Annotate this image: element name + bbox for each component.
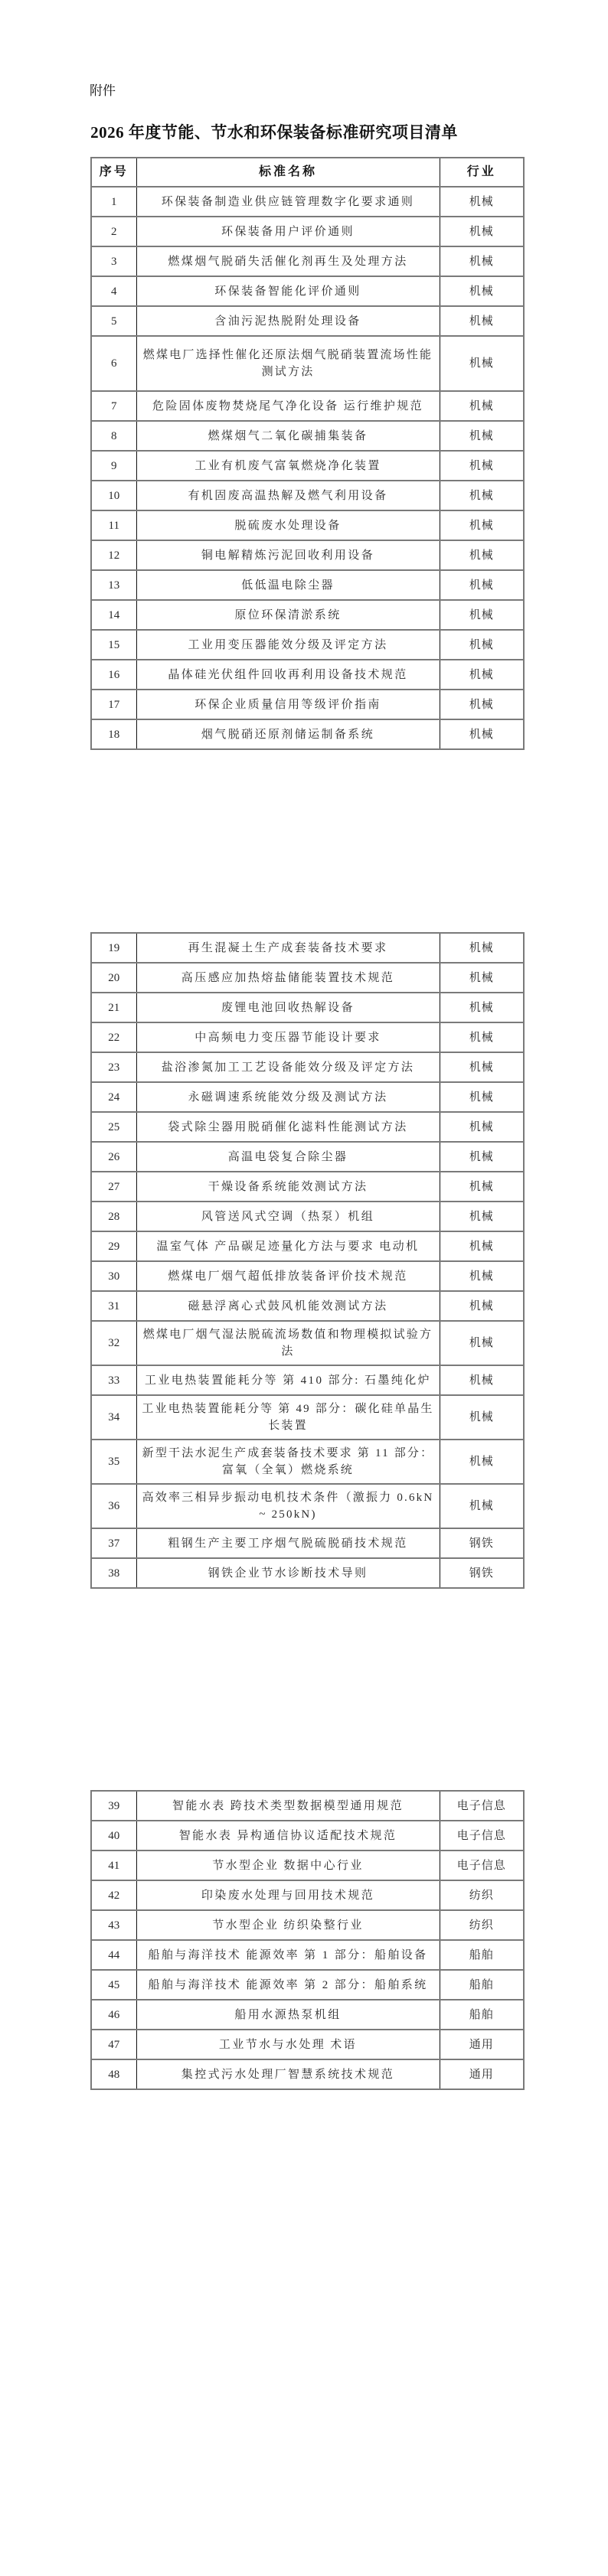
- table-row: [91, 1558, 524, 1588]
- row-standard-name: 原位环保清淤系统: [136, 600, 440, 630]
- row-industry: 机械: [440, 421, 524, 451]
- row-no: 26: [91, 1142, 136, 1172]
- row-no: 33: [91, 1365, 136, 1395]
- row-standard-name: 燃煤电厂烟气湿法脱硫流场数值和物理模拟试验方法: [136, 1321, 440, 1365]
- standards-table-part-3: [90, 1790, 525, 2090]
- row-no: 1: [91, 187, 136, 217]
- row-standard-name: 钢铁企业节水诊断技术导则: [136, 1558, 440, 1588]
- row-no: 17: [91, 690, 136, 719]
- column-header-industry: 行业: [440, 158, 524, 187]
- row-no: 22: [91, 1022, 136, 1052]
- table-row: [91, 1791, 524, 1821]
- table-row: [91, 690, 524, 719]
- table-row: [91, 421, 524, 451]
- row-no: 27: [91, 1172, 136, 1202]
- row-standard-name: 环保装备用户评价通则: [136, 217, 440, 246]
- row-standard-name: 工业节水与水处理 术语: [136, 2030, 440, 2059]
- row-industry: 机械: [440, 1395, 524, 1440]
- row-standard-name: 燃煤烟气脱硝失活催化剂再生及处理方法: [136, 246, 440, 276]
- row-standard-name: 工业用变压器能效分级及评定方法: [136, 630, 440, 660]
- row-industry: 机械: [440, 1082, 524, 1112]
- row-no: 10: [91, 481, 136, 510]
- row-no: 4: [91, 276, 136, 306]
- row-industry: 机械: [440, 451, 524, 481]
- row-industry: 机械: [440, 246, 524, 276]
- row-industry: 机械: [440, 570, 524, 600]
- table-row: [91, 1112, 524, 1142]
- table-row: [91, 1528, 524, 1558]
- table-row: [91, 1880, 524, 1910]
- table-row: [91, 336, 524, 391]
- table-row: [91, 1821, 524, 1850]
- row-standard-name: 磁悬浮离心式鼓风机能效测试方法: [136, 1291, 440, 1321]
- row-standard-name: 风管送风式空调（热泵）机组: [136, 1202, 440, 1231]
- row-standard-name: 环保装备制造业供应链管理数字化要求通则: [136, 187, 440, 217]
- row-standard-name: 智能水表 跨技术类型数据模型通用规范: [136, 1791, 440, 1821]
- row-standard-name: 船用水源热泵机组: [136, 2000, 440, 2030]
- row-no: 2: [91, 217, 136, 246]
- row-standard-name: 环保企业质量信用等级评价指南: [136, 690, 440, 719]
- row-standard-name: 印染废水处理与回用技术规范: [136, 1880, 440, 1910]
- row-industry: 机械: [440, 600, 524, 630]
- table-row: [91, 246, 524, 276]
- row-industry: 机械: [440, 1172, 524, 1202]
- row-standard-name: 节水型企业 纺织染整行业: [136, 1910, 440, 1940]
- table-row: [91, 1440, 524, 1484]
- row-industry: 机械: [440, 276, 524, 306]
- row-no: 11: [91, 510, 136, 540]
- row-standard-name: 节水型企业 数据中心行业: [136, 1850, 440, 1880]
- table-row: [91, 630, 524, 660]
- row-standard-name: 高效率三相异步振动电机技术条件（激振力 0.6kN ~ 250kN): [136, 1484, 440, 1528]
- row-industry: 机械: [440, 1321, 524, 1365]
- row-no: 48: [91, 2059, 136, 2089]
- row-industry: 钢铁: [440, 1558, 524, 1588]
- row-standard-name: 工业电热装置能耗分等 第 49 部分：碳化硅单晶生长装置: [136, 1395, 440, 1440]
- row-standard-name: 袋式除尘器用脱硝催化滤料性能测试方法: [136, 1112, 440, 1142]
- row-no: 9: [91, 451, 136, 481]
- table-row: [91, 963, 524, 993]
- row-industry: 电子信息: [440, 1821, 524, 1850]
- table-row: [91, 1142, 524, 1172]
- row-industry: 机械: [440, 187, 524, 217]
- row-no: 32: [91, 1321, 136, 1365]
- attachment-label: 附件: [90, 83, 116, 99]
- row-no: 16: [91, 660, 136, 690]
- row-industry: 机械: [440, 993, 524, 1022]
- row-standard-name: 船舶与海洋技术 能源效率 第 2 部分：船舶系统: [136, 1970, 440, 2000]
- row-standard-name: 有机固废高温热解及燃气利用设备: [136, 481, 440, 510]
- table-row: [91, 540, 524, 570]
- row-standard-name: 高温电袋复合除尘器: [136, 1142, 440, 1172]
- row-industry: 机械: [440, 510, 524, 540]
- row-standard-name: 燃煤电厂烟气超低排放装备评价技术规范: [136, 1261, 440, 1291]
- table-header-row: [91, 158, 524, 187]
- row-industry: 机械: [440, 1440, 524, 1484]
- row-no: 46: [91, 2000, 136, 2030]
- row-industry: 通用: [440, 2030, 524, 2059]
- row-standard-name: 新型干法水泥生产成套装备技术要求 第 11 部分：富氧（全氧）燃烧系统: [136, 1440, 440, 1484]
- page-title: 2026 年度节能、节水和环保装备标准研究项目清单: [90, 123, 458, 142]
- row-standard-name: 含油污泥热脱附处理设备: [136, 306, 440, 336]
- row-industry: 船舶: [440, 2000, 524, 2030]
- row-standard-name: 智能水表 异构通信协议适配技术规范: [136, 1821, 440, 1850]
- table-row: [91, 1082, 524, 1112]
- row-no: 6: [91, 336, 136, 391]
- table-row: [91, 2059, 524, 2089]
- row-industry: 机械: [440, 1231, 524, 1261]
- row-no: 25: [91, 1112, 136, 1142]
- table-row: [91, 1052, 524, 1082]
- row-no: 29: [91, 1231, 136, 1261]
- row-standard-name: 低低温电除尘器: [136, 570, 440, 600]
- row-standard-name: 燃煤烟气二氧化碳捕集装备: [136, 421, 440, 451]
- row-industry: 机械: [440, 933, 524, 963]
- row-industry: 机械: [440, 1365, 524, 1395]
- table-row: [91, 217, 524, 246]
- row-no: 20: [91, 963, 136, 993]
- row-no: 45: [91, 1970, 136, 2000]
- row-no: 18: [91, 719, 136, 749]
- row-no: 24: [91, 1082, 136, 1112]
- row-industry: 机械: [440, 217, 524, 246]
- table-row: [91, 1321, 524, 1365]
- table-row: [91, 1395, 524, 1440]
- row-industry: 机械: [440, 481, 524, 510]
- row-no: 42: [91, 1880, 136, 1910]
- table-row: [91, 391, 524, 421]
- row-no: 31: [91, 1291, 136, 1321]
- row-industry: 机械: [440, 1022, 524, 1052]
- row-standard-name: 干燥设备系统能效测试方法: [136, 1172, 440, 1202]
- row-industry: 机械: [440, 1484, 524, 1528]
- row-no: 43: [91, 1910, 136, 1940]
- standards-table-part-2: [90, 932, 525, 1589]
- row-no: 14: [91, 600, 136, 630]
- row-standard-name: 高压感应加热熔盐储能装置技术规范: [136, 963, 440, 993]
- row-no: 21: [91, 993, 136, 1022]
- table-row: [91, 1231, 524, 1261]
- row-no: 19: [91, 933, 136, 963]
- row-standard-name: 中高频电力变压器节能设计要求: [136, 1022, 440, 1052]
- row-standard-name: 燃煤电厂选择性催化还原法烟气脱硝装置流场性能测试方法: [136, 336, 440, 391]
- row-standard-name: 永磁调速系统能效分级及测试方法: [136, 1082, 440, 1112]
- row-standard-name: 烟气脱硝还原剂储运制备系统: [136, 719, 440, 749]
- table-row: [91, 1022, 524, 1052]
- table-row: [91, 1291, 524, 1321]
- row-no: 8: [91, 421, 136, 451]
- table-row: [91, 1940, 524, 1970]
- row-no: 44: [91, 1940, 136, 1970]
- row-industry: 机械: [440, 1052, 524, 1082]
- row-standard-name: 集控式污水处理厂智慧系统技术规范: [136, 2059, 440, 2089]
- row-no: 47: [91, 2030, 136, 2059]
- row-no: 15: [91, 630, 136, 660]
- row-industry: 机械: [440, 660, 524, 690]
- row-industry: 钢铁: [440, 1528, 524, 1558]
- row-standard-name: 危险固体废物焚烧尾气净化设备 运行维护规范: [136, 391, 440, 421]
- table-row: [91, 1202, 524, 1231]
- row-industry: 机械: [440, 1261, 524, 1291]
- table-row: [91, 570, 524, 600]
- row-industry: 机械: [440, 1291, 524, 1321]
- row-no: 35: [91, 1440, 136, 1484]
- row-industry: 纺织: [440, 1880, 524, 1910]
- table-row: [91, 1261, 524, 1291]
- row-industry: 电子信息: [440, 1791, 524, 1821]
- row-no: 40: [91, 1821, 136, 1850]
- row-industry: 机械: [440, 391, 524, 421]
- row-standard-name: 温室气体 产品碳足迹量化方法与要求 电动机: [136, 1231, 440, 1261]
- table-row: [91, 660, 524, 690]
- row-no: 34: [91, 1395, 136, 1440]
- table-row: [91, 1910, 524, 1940]
- row-no: 39: [91, 1791, 136, 1821]
- row-industry: 机械: [440, 630, 524, 660]
- standards-table-part-1: [90, 157, 525, 750]
- row-standard-name: 环保装备智能化评价通则: [136, 276, 440, 306]
- row-industry: 机械: [440, 540, 524, 570]
- row-no: 37: [91, 1528, 136, 1558]
- row-no: 30: [91, 1261, 136, 1291]
- row-industry: 机械: [440, 963, 524, 993]
- row-standard-name: 盐浴渗氮加工工艺设备能效分级及评定方法: [136, 1052, 440, 1082]
- table-row: [91, 306, 524, 336]
- row-standard-name: 晶体硅光伏组件回收再利用设备技术规范: [136, 660, 440, 690]
- row-industry: 机械: [440, 1142, 524, 1172]
- row-no: 13: [91, 570, 136, 600]
- row-no: 7: [91, 391, 136, 421]
- row-no: 38: [91, 1558, 136, 1588]
- column-header-name: 标准名称: [136, 158, 440, 187]
- table-row: [91, 187, 524, 217]
- row-industry: 机械: [440, 1202, 524, 1231]
- row-standard-name: 粗钢生产主要工序烟气脱硫脱硝技术规范: [136, 1528, 440, 1558]
- table-row: [91, 933, 524, 963]
- row-standard-name: 铜电解精炼污泥回收利用设备: [136, 540, 440, 570]
- row-standard-name: 工业电热装置能耗分等 第 410 部分: 石墨纯化炉: [136, 1365, 440, 1395]
- row-no: 23: [91, 1052, 136, 1082]
- row-standard-name: 工业有机废气富氧燃烧净化装置: [136, 451, 440, 481]
- row-industry: 通用: [440, 2059, 524, 2089]
- row-standard-name: 再生混凝土生产成套装备技术要求: [136, 933, 440, 963]
- table-row: [91, 993, 524, 1022]
- table-row: [91, 1365, 524, 1395]
- row-industry: 机械: [440, 719, 524, 749]
- table-row: [91, 1970, 524, 2000]
- row-standard-name: 废锂电池回收热解设备: [136, 993, 440, 1022]
- row-no: 3: [91, 246, 136, 276]
- table-row: [91, 719, 524, 749]
- table-row: [91, 451, 524, 481]
- table-row: [91, 276, 524, 306]
- row-no: 12: [91, 540, 136, 570]
- row-no: 36: [91, 1484, 136, 1528]
- row-industry: 船舶: [440, 1940, 524, 1970]
- row-no: 28: [91, 1202, 136, 1231]
- table-row: [91, 1850, 524, 1880]
- row-industry: 船舶: [440, 1970, 524, 2000]
- row-no: 41: [91, 1850, 136, 1880]
- row-industry: 电子信息: [440, 1850, 524, 1880]
- row-industry: 机械: [440, 1112, 524, 1142]
- table-row: [91, 510, 524, 540]
- table-row: [91, 481, 524, 510]
- row-industry: 机械: [440, 690, 524, 719]
- row-industry: 机械: [440, 336, 524, 391]
- column-header-no: 序号: [91, 158, 136, 187]
- table-row: [91, 2030, 524, 2059]
- table-row: [91, 600, 524, 630]
- row-standard-name: 脱硫废水处理设备: [136, 510, 440, 540]
- row-no: 5: [91, 306, 136, 336]
- table-row: [91, 1484, 524, 1528]
- table-row: [91, 1172, 524, 1202]
- row-standard-name: 船舶与海洋技术 能源效率 第 1 部分：船舶设备: [136, 1940, 440, 1970]
- table-row: [91, 2000, 524, 2030]
- row-industry: 纺织: [440, 1910, 524, 1940]
- row-industry: 机械: [440, 306, 524, 336]
